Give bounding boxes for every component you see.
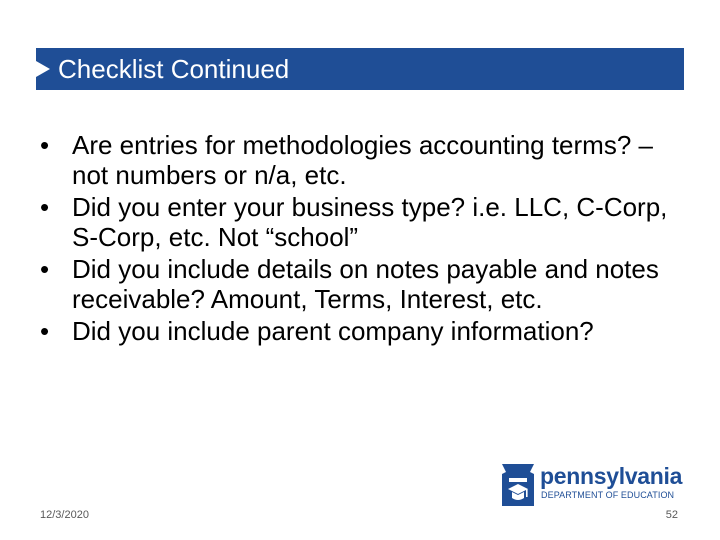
bullet-dot-icon: •	[40, 130, 50, 160]
logo-wordmark: pennsylvania	[540, 463, 683, 489]
bullet-text: Are entries for methodologies accounting terms? – not numbers or n/a, etc.	[72, 130, 653, 190]
bullet-dot-icon: •	[40, 192, 50, 222]
bullet-list	[40, 130, 680, 348]
slide-title: Checklist Continued	[58, 54, 290, 84]
bullet-dot-icon: •	[40, 254, 50, 284]
bullet-item	[40, 192, 680, 252]
bullet-item	[40, 130, 680, 190]
footer-date: 12/3/2020	[40, 509, 89, 521]
title-bar	[36, 48, 684, 90]
bullet-text: Did you include details on notes payable and notes receivable? Amount, Terms, Interest, etc.	[72, 254, 659, 314]
page-number: 52	[665, 509, 678, 521]
pa-education-logo	[500, 462, 686, 510]
bullet-text: Did you enter your business type? i.e. LLC, C-Corp, S-Corp, etc. Not “school”	[72, 192, 668, 252]
bullet-dot-icon: •	[40, 316, 50, 346]
keystone-icon	[500, 462, 536, 508]
logo-subtitle: DEPARTMENT OF EDUCATION	[541, 490, 675, 500]
bullet-item	[40, 254, 680, 314]
bullet-item	[40, 316, 680, 346]
arrow-notch-icon	[36, 61, 50, 77]
bullet-text: Did you include parent company information?	[72, 316, 594, 346]
